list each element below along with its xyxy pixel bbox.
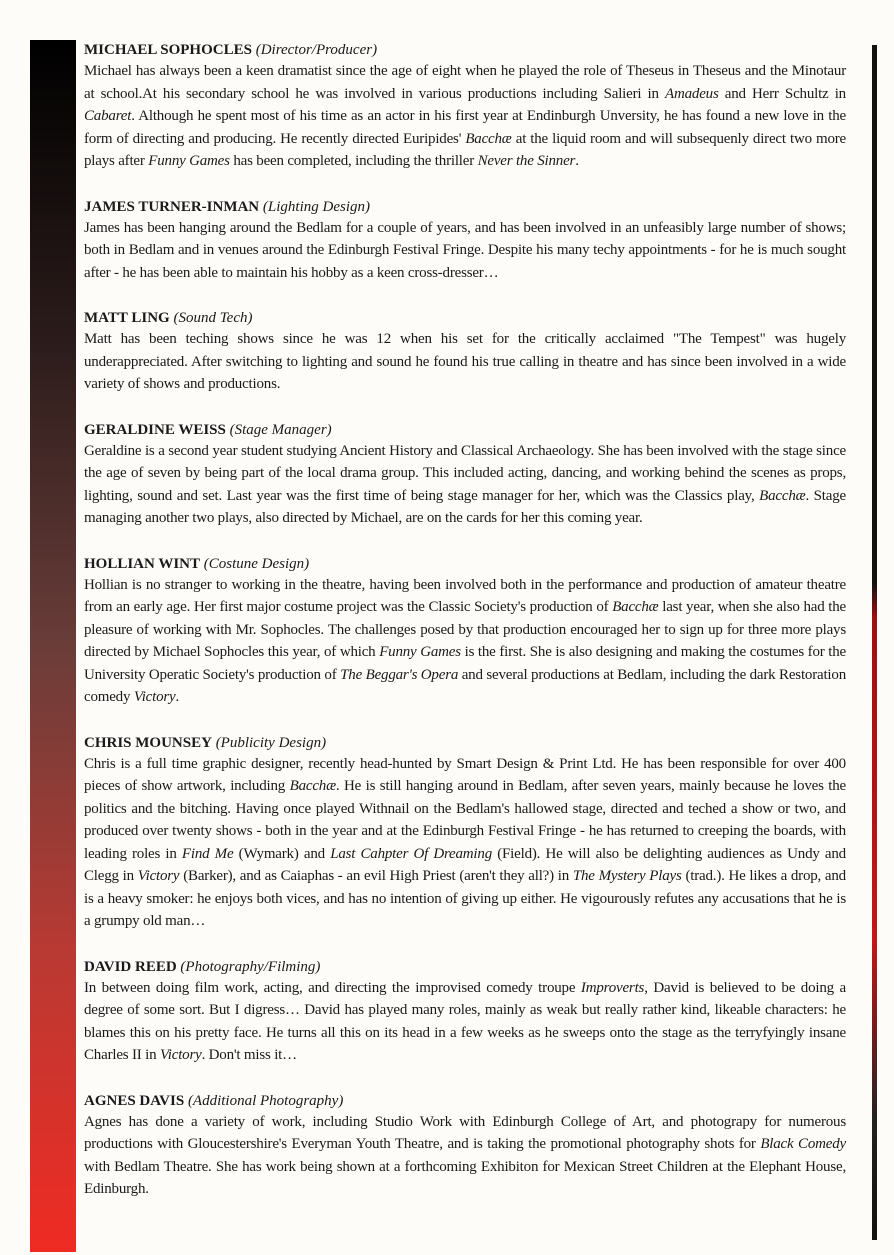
bio-text-segment: , David is believed to be doing a degree of some sort. But I digress… David has played many roles, mainly as weak but really rather kind, likeable characters: he blames this on his pretty face. He turns all this on its head in a few weeks as he sweeps onto the stage as the terryfyingly insane Charles II in (84, 979, 846, 1063)
bio-text-segment: (Barker), and as Caiaphas - an evil High Priest (aren't they all?) in (179, 868, 573, 884)
bio-section (84, 40, 846, 173)
bio-section (84, 1091, 846, 1201)
bio-text-segment: Matt has been teching shows since he was 12 when his set for the critically acclaimed "The Tempest" was hugely underappreciated. After switching to lighting and sound he found his true calling in theatre and has since been involved in a wide variety of shows and productions. (84, 331, 846, 392)
bio-name: DAVID REED (84, 958, 177, 975)
bio-text (84, 574, 846, 709)
bio-role: (Costune Design) (203, 555, 310, 572)
bio-title-italic: Amadeus (665, 85, 719, 102)
bio-title-italic: Bacchæ (289, 778, 336, 794)
bio-title-italic: Cabaret (84, 108, 132, 124)
bio-text-segment: . He is still hanging around in Bedlam, after seven years, mainly because he loves the politics and the bitching. Having once played Withnail on the Bedlam's hallowed stage, directed and teched a show or two, and produced over twenty shows - both in the year and at the Edinburgh Festival Fringe - he has returned to creeping the boards, with leading roles in (84, 778, 846, 862)
bio-text (84, 328, 846, 396)
bio-text-segment: and several productions at Bedlam, including the dark Restoration comedy (84, 666, 847, 705)
bio-heading (84, 40, 846, 60)
bio-section (84, 420, 846, 530)
bio-role: (Publicity Design) (215, 734, 327, 751)
bio-text (84, 217, 846, 285)
bio-text-segment: (trad.). He likes a drop, and is a heavy smoker: he enjoys both vices, and has no intention of giving up either. He vigourously refutes any accusations that he is a grumpy old man… (84, 868, 846, 929)
bio-text-segment: (Wymark) and (233, 845, 331, 862)
bio-text-segment: Geraldine is a second year student studying Ancient History and Classical Archaeology. She has been involved with the stage since the age of seven by being part of the local drama group. This included acting, dancing, and working behind the scenes as props, lighting, sound and set. Last year was the first time of being stage manager for her, which was the Classics play, (84, 442, 846, 504)
bio-name: HOLLIAN WINT (84, 555, 201, 572)
bio-title-italic: The Mystery Plays (572, 868, 682, 884)
bio-name: CHRIS MOUNSEY (84, 734, 212, 751)
bio-text-segment: James has been hanging around the Bedlam for a couple of years, and has been involved in an unfeasibly large number of shows; both in Bedlam and in venues around the Edinburgh Festival Fringe. Despite his many techy appointments - for he is much sought after - he has been able to maintain his hobby as a keen cross-dresser… (84, 219, 846, 281)
bio-text-segment: has been completed, including the thriller (229, 153, 478, 169)
bio-text-segment: . Don't miss it… (201, 1047, 297, 1063)
bio-heading (84, 308, 846, 328)
bio-role: (Lighting Design) (262, 198, 370, 215)
bio-heading (84, 420, 846, 440)
bio-section (84, 554, 846, 709)
bio-text-segment: is the first. She is also designing and making the costumes for the University Operatic Society's production of (84, 644, 846, 683)
bio-heading (84, 733, 846, 753)
bio-text (84, 1111, 846, 1201)
bio-text-segment: Chris is a full time graphic designer, recently head-hunted by Smart Design & Print Ltd. He has been responsible for over 400 pieces of show artwork, including (84, 755, 846, 794)
bio-section (84, 308, 846, 396)
bio-title-italic: Improverts (580, 979, 645, 996)
bio-title-italic: Bacchæ (465, 130, 512, 147)
bio-title-italic: Bacchæ (612, 599, 659, 615)
bio-section (84, 197, 846, 285)
bio-text-segment: Hollian is no stranger to working in the theatre, having been involved both in the performance and production of amateur theatre from an early age. Her first major costume project was the Classic Society's production of (84, 576, 846, 615)
bio-section (84, 957, 846, 1067)
bio-name: GERALDINE WEISS (84, 421, 226, 438)
bio-text-segment: last year, when she also had the pleasure of working with Mr. Sophocles. The challenges posed by that production encouraged her to sign up for three more plays directed by Michael Sophocles this year, of which (84, 599, 846, 660)
bio-title-italic: Victory (133, 689, 176, 705)
bio-text (84, 977, 846, 1067)
bio-title-italic: Find Me (181, 845, 234, 862)
page-edge-strip (872, 45, 877, 1240)
bio-heading (84, 554, 846, 574)
bio-name: MICHAEL SOPHOCLES (84, 42, 252, 58)
bio-text-segment: . (575, 153, 579, 169)
bio-name: MATT LING (84, 310, 170, 326)
bio-heading (84, 197, 846, 217)
bio-role: (Sound Tech) (173, 310, 253, 326)
bio-title-italic: Bacchæ (759, 487, 806, 504)
bio-text (84, 440, 846, 530)
bio-title-italic: Victory (159, 1047, 202, 1063)
bio-role: (Additional Photography) (187, 1092, 344, 1109)
bio-role: (Director/Producer) (255, 42, 378, 58)
bio-section (84, 733, 846, 933)
bio-text-segment: . (175, 689, 180, 705)
bio-text-segment: Michael has always been a keen dramatist since the age of eight when he played the role of Theseus in Theseus and the Minotaur at school.At his secondary school he was involved in various productions including Salieri in (84, 63, 846, 102)
bio-text-segment: . Stage managing another two plays, also directed by Michael, are on the cards for her this coming year. (84, 487, 846, 526)
bio-text-segment: at the liquid room and will subsequenly direct two more plays after (84, 130, 847, 169)
bio-title-italic: Last Cahpter Of Dreaming (330, 845, 492, 862)
bio-text-segment: (Field). He will also be delighting audiences as Undy and Clegg in (84, 845, 846, 884)
bio-name: JAMES TURNER-INMAN (84, 198, 260, 215)
bio-text-segment: In between doing film work, acting, and directing the improvised comedy troupe (84, 979, 581, 996)
bio-role: (Stage Manager) (229, 421, 332, 438)
bio-title-italic: Victory (137, 868, 180, 884)
bio-text-segment: with Bedlam Theatre. She has work being shown at a forthcoming Exhibiton for Mexican Street Children at the Elephant House, Edinburgh. (84, 1158, 846, 1197)
bio-title-italic: Never the Sinner (477, 153, 576, 169)
decorative-gradient-bar (30, 40, 76, 1252)
bio-title-italic: Funny Games (148, 153, 230, 169)
bio-text-segment: Agnes has done a variety of work, including Studio Work with Edinburgh College of Art, and photograpy for numerous productions with Gloucestershire's Everyman Youth Theatre, and is taking the promotional photography shots for (84, 1113, 846, 1152)
bio-title-italic: Black Comedy (760, 1136, 846, 1152)
bio-text-segment: and Herr Schultz in (718, 85, 846, 102)
bio-text (84, 753, 846, 933)
bio-role: (Photography/Filming) (180, 958, 321, 975)
bio-name: AGNES DAVIS (84, 1092, 185, 1109)
bio-title-italic: The Beggar's Opera (340, 666, 459, 683)
bio-text (84, 60, 846, 173)
bio-title-italic: Funny Games (379, 644, 461, 660)
bio-heading (84, 1091, 846, 1111)
bio-list (84, 40, 846, 1225)
bio-heading (84, 957, 846, 977)
bio-text-segment: . Although he spent most of his time as an actor in his first year at Endinburgh Unversity, he has found a new love in the form of directing and producing. He recently directed Euripides' (84, 108, 846, 147)
